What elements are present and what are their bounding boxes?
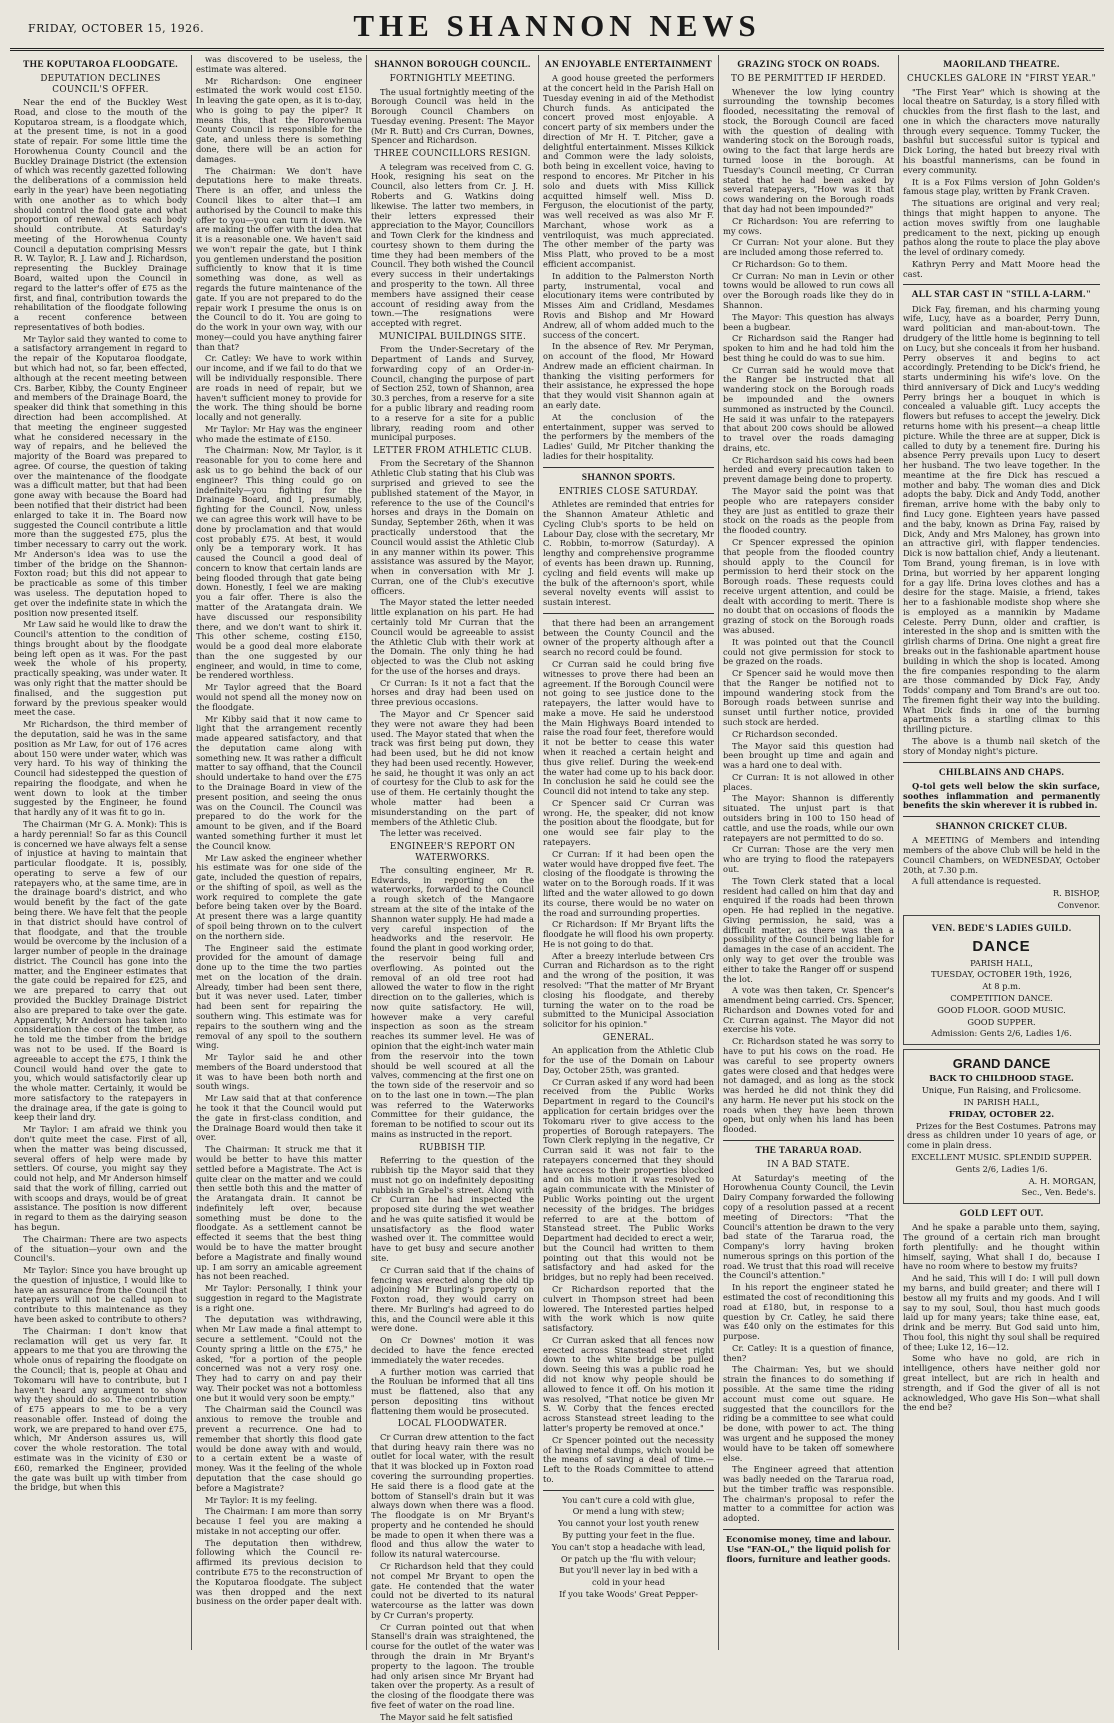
paragraph: Cr Spencer expressed the opinion that people from the flooded country should apply to the Council for permission to herd their stock on the Borough roads. These requests could receive urgent attention, and could be dealt with according to merit. There is no doubt that on occasions of floods the grazing of stock on the Borough roads was abused. [723, 536, 894, 635]
verse-line: By putting your feet in the flue. [562, 1529, 695, 1540]
paragraph: The Town Clerk stated that a local resident had called on him that day and enquired if the roads had been thrown open. He had replied in the negative. Giving permission, he said, was a difficult matter, as there was then a possibility of the Council being liable for damages in the case of an accident. The only way to get over the trouble was either to take the Ranger off or suspend the lot. [723, 875, 894, 984]
verse-line: You can't cure a cold with glue, [562, 1494, 695, 1505]
signature-title: Sec., Ven. Bede's. [1021, 1187, 1096, 1198]
paragraph: At Saturday's meeting of the Horowhenua County Council, the Levin Dairy Company forwarded the following copy of a resolution passed at a recent meeting of Directors: "That the Council's attention be drawn to the very bad state of the Tararua road, the Company's lorry having broken numerous springs on this portion of the road. We trust that this road will receive the Council's attention." [723, 1172, 894, 1281]
paragraph: Mr Richardson: One engineer estimated the work would cost £150. In leaving the gate open, as it is to-day, who is going to pay the piper? It means this, that the Horowhenua County Council is responsible for the gate, and unless there is something done, there will be an action for damages. [196, 75, 362, 164]
section-heading: THREE COUNCILLORS RESIGN. [374, 149, 531, 160]
signature: A. H. MORGAN, [1028, 1175, 1096, 1186]
verse-line: If you take Woods' Great Pepper- [559, 1588, 698, 1599]
grand-dance-title: GRAND DANCE [952, 1056, 1051, 1072]
column-6 [899, 55, 1104, 1650]
column-2 [192, 55, 367, 1650]
event-time: At 8 p.m. [982, 981, 1021, 992]
paragraph: The Engineer agreed that attention was badly needed on the Tararua road, but the timber traffic was responsible. The chairman's proposal to refer the matter to a committee for action was adopted. [723, 1464, 894, 1524]
paragraph: Cr Curran asked if any word had been received from the Public Works Department in regard to the Council's application for certain bridges over the Tokomaru river to give access to the properties of Borough ratepayers. The Town Clerk replying in the negative, Cr Curran said it was not fair to the ratepayers concerned that they should have access to their properties blocked and on his motion it was resolved to again communicate with the Minister of Public Works pointing out the urgent necessity of the bridges. The bridges referred to are at the bottom of Stanstead street. The Public Works Department had decided to erect a weir, but the Council had written to them pointing out that this would not be satisfactory and had asked for the bridges, but no reply had been received. [543, 1076, 714, 1283]
paragraph: A vote was then taken, Cr. Spencer's amendment being carried. Crs. Spencer, Richardson and Downes voted for and Cr. Curran against. The Mayor did not exercise his vote. [723, 985, 894, 1035]
paragraph: Cr Curran said he could bring five witnesses to prove there had been an agreement. If the Borough Council were not going to see justice done to the ratepayers, the latter would have to make a move. He said he understood the Main Highways Board intended to raise the road four feet, therefore would it not be better to cease this water when it reached a certain height and thus give relief. During the week-end the water had come up to his back door. In conclusion he said he could see the Council did not intend to take any step. [543, 658, 714, 797]
paragraph: The consulting engineer, Mr R. Edwards, in reporting on the waterworks, forwarded to the Council a rough sketch of the Mangaore stream at the site of the intake of the Shannon water supply. He had made a very careful inspection of the headworks and the reservoir. He found the plant in good working order, the reservoir being full and overflowing. As pointed out the removal of an old tree root had allowed the water to flow in the right direction on to the galleries, which is now quite satisfactory. He will, however make a very careful inspection as soon as the stream reaches its summer level. He was of opinion that the eight-inch water main from the reservoir into the town should be well scoured at all the valves, commencing at the first one on the town side of the reservoir and so on to the last one in town.—The plan was referred to the Waterworks Committee for their guidance, the foreman to be notified to scour out its mains as instructed in the report. [371, 864, 534, 1140]
headline-entertainment: AN ENJOYABLE ENTERTAINMENT [544, 60, 713, 70]
paragraph: Mr Taylor: Since you have brought up the question of injustice, I would like to have an assurance from the Council that ratepayers will not be called upon to contribute to this maintenance as they have been asked to contribute to others? [14, 1265, 187, 1325]
paragraph: The Mayor and Cr Spencer said they were not aware they had been used. The Mayor stated that when the track was first being put down, they had been used, but he did not know they had been used recently. However, he said, he thought it was only an act of courtesy for the Club to ask for the use of them. He certainly thought the whole matter had been a misunderstanding on the part of members of the Athletic Club. [371, 709, 534, 827]
paragraph: Cr Curran: Not your alone. But they are included among those referred to. [723, 237, 894, 258]
verse-line: You can't stop a headache with lead, [551, 1541, 706, 1552]
paragraph: Cr Richardson said the Ranger had spoken to him and he had told him the best thing he could do was to sue him. [723, 333, 894, 363]
paragraph: Some who have no gold, are rich in intelligence, others have neither gold nor great intellect, but are rich in health and strength, and if God the giver of all is not acknowledged, Who gave His Son—what shall the end be? [903, 1353, 1100, 1413]
paragraph: Cr Curran: It is not allowed in other places. [723, 771, 894, 792]
headline-chilblains: CHILBLAINS AND CHAPS. [938, 767, 1065, 778]
paragraph: Whenever the low lying country surrounding the township becomes flooded, necessitating the removal of stock, the Borough Council are faced with the question of dealing with wandering stock on the Borough roads, owing to the fact that large herds are turned loose in the borough. At Tuesday's Council meeting, Cr Curran stated that he had been asked by several ratepayers, "How was it that cows wandering on the Borough roads that day had not been impounded?" [723, 86, 894, 214]
music-supper: EXCELLENT MUSIC. SPLENDID SUPPER. [911, 1151, 1092, 1162]
issue-date: FRIDAY, OCTOBER 15, 1926. [28, 22, 205, 35]
verse-line: You cannot your lost youth renew [557, 1518, 700, 1529]
verse-line: Or mend a lung with stew; [572, 1506, 685, 1517]
paragraph: Referring to the question of the rubbish tip the Mayor said that they must not go on indefinitely depositing rubbish in Grabel's street. Along with Cr Curran he had inspected the proposed site during the wet weather and he was quite satisfied it would be unsatisfactory as the flood water washed over it. The committee would have to get busy and secure another site. [371, 1155, 534, 1263]
dance-title: DANCE [972, 937, 1031, 955]
paragraph: The usual fortnightly meeting of the Borough Council was held in the Borough Council Chambers on Tuesday evening. Present: The Mayor (Mr R. Butt) and Crs Curran, Downes, Spencer and Richardson. [371, 86, 534, 146]
section-heading: RUBBISH TIP. [419, 1142, 486, 1153]
paragraph: Cr Richardson: You are referring to my cows. [723, 215, 894, 236]
divider [903, 284, 1100, 285]
section-heading: ENGINEER'S REPORT ON WATERWORKS. [389, 842, 516, 863]
paragraph: Cr Richardson: If Mr Bryant lifts the floodgate he will flood his own property. He is not going to do that. [543, 919, 714, 949]
paragraph: The situations are original and very real; things that might happen to anyone. The action moves swiftly from one laughable predicament to the next, picking up enough pathos along the route to place the play above the level of ordinary comedy. [903, 198, 1100, 258]
paragraph: The Mayor: This question has always been a bugbear. [723, 311, 894, 332]
tagline: Unique, Fun Raising, and Frolicsome. [921, 1085, 1082, 1096]
paragraph: In addition to the Palmerston North party, instrumental, vocal and elocutionary items were contributed by Misses Aim and Cridland, Mesdames Rovis and Bishop and Mr Howard Andrew, all of whom added much to the success of the concert. [543, 270, 714, 340]
paragraph: Cr. Catley: We have to work within our income, and if we fail to do that we will be individually responsible. There are roads in need of repair, but we haven't sufficient money to provide for the work. The thing should be borne locally and not generally. [196, 353, 362, 423]
divider [723, 1529, 894, 1530]
paragraph: From the Secretary of the Shannon Athletic Club stating that his Club was surprised and grieved to see the published statement of the Mayor, in reference to the use of the Council's horses and drays in the Domain on Sunday, September 26th, when it was practically understood that the Council would assist the Athletic Club in any manner within its power. This assistance was assured by the Mayor, when in conversation with Mr J. Curran, one of the Club's executive officers. [371, 458, 534, 596]
headline-borough-council: SHANNON BOROUGH COUNCIL. [374, 60, 531, 70]
newspaper-title: THE SHANNON NEWS [353, 8, 761, 43]
paragraph: The Mayor said he felt satisfied [380, 1711, 513, 1722]
paragraph: Cr Richardson seconded. [732, 728, 838, 739]
signature: R. BISHOP, [1052, 888, 1100, 899]
paragraph: A MEETING of Members and intending members of the above Club will be held in the Council Chambers, on WEDNESDAY, October 20th, at 7.30 p.m. [903, 835, 1100, 875]
paragraph: Mr Taylor said he and other members of the Board understood that it was to have been both north and south wings. [196, 1052, 362, 1092]
paragraph: The Chairman: Now, Mr Taylor, is it reasonable for you to come here and ask us to go behind the back of our engineer? This thing could go on indefinitely—you fighting for the Drainage Board, and I, presumably, fighting for the Council. Now, unless we can agree this work will have to be done by proclamation and that would cost probably £75. At best, it would only be a temporary work. It has caused the Council a good deal of concern to know that certain lands are being flooded through that gate being down. Honestly, I feel we are making you a fair offer. There is also the matter of the Aratangata drain. We have discussed our responsibility there, and we don't want to shirk it. This other scheme, costing £150, would be a good deal more elaborate than the one suggested by our engineer, and would, in time to come, be rendered worthless. [196, 445, 362, 681]
subhead-chuckles: CHUCKLES GALORE IN "FIRST YEAR." [906, 74, 1097, 85]
paragraph: Mr Taylor: Mr Hay was the engineer who made the estimate of £150. [196, 423, 362, 444]
paragraph: Mr Law said he would like to draw the Council's attention to the condition of things brought about by the floodgate being left open as it was. For the past week the whole of his property, practically speaking, was under water. It was only right that the matter should be finalised, and the suggestion put forward by the previous speaker would meet the case. [14, 619, 187, 718]
section-heading: GENERAL. [602, 1032, 655, 1043]
paragraph: A telegram was received from C. G. Hook, resigning his seat on the Council, also letters from Cr. J. H. Roberts and G. Watkins doing likewise. The latter two members, in their letters expressed their appreciation to the Mayor, Councillors and Town Clerk for the kindness and courtesy shown to them during the time they had been members of the Council. They both wished the Council every success in their undertakings and prosperity to the town. All three members have assigned their cease account of residing away from the town.—The resignations were accepted with regret. [371, 161, 534, 329]
subhead-fortnightly: FORTNIGHTLY MEETING. [389, 74, 516, 85]
dance-advert [903, 915, 1100, 1045]
paragraph: Cr Curran asked that all fences now erected across Stanstead street right down to the white bridge be pulled down. Seeing this was a public road he did not know why people should be allowed to fence it off. On his motion it was resolved, "That notice be given Mr S. W. Corby that the fences erected across Stanstead street leading to the latter's property be removed at once." [543, 1334, 714, 1433]
column-5 [719, 55, 899, 1650]
paragraph: Cr Spencer said Cr Curran was wrong. He, the speaker, did not know the position about the floodgate, but for one would see fair play to the ratepayers. [543, 797, 714, 848]
paragraph: Cr Curran drew attention to the fact that during heavy rain there was no outlet for local water, with the result that it was blocked up in Foxton road covering the surrounding properties. He said there is a flood gate at the bottom of Stansell's drain but it was always down when there was a flood. The floodgate is on Mr Bryant's property and he contended he should be made to open it when there was a flood and thus allow the water to follow its natural watercourse. [371, 1431, 534, 1560]
paragraph: Cr Richardson held that they could not compel Mr Bryant to open the gate. He contended that the water could not be diverted to its natural watercourse as the latter was down by Cr Curran's property. [371, 1561, 534, 1620]
paragraph: Near the end of the Buckley West Road, and close to the mouth of the Koputaroa stream, is a floodgate which, at the present time, is not in a good state of repair. For some little time the Horowhenua County Council and the Buckley Drainage District (the extension of which was recently gazetted following the deliberations of a commission held early in the year) have been negotiating with one another as to which body should control the flood gate and what proportion of renewal costs each body should contribute. At Saturday's meeting of the Horowhenua County Council a deputation comprising Messrs R. W. Taylor, R. J. Law and J. Richardson, representing the Buckley Drainage Board, waited upon the Council in regard to the latter's offer of £75 as the first, and final, contribution towards the rehabilitation of the floodgate following a recent conference between representatives of both bodies. [14, 96, 187, 332]
paragraph: "The First Year" which is showing at the local theatre on Saturday, is a story filled with chuckles from the first flash to the last, and one in which the characters move naturally through every sequence. Tommy Tucker, the bashful but successful suitor is typical and Dick Loring, the hated but breezy rival with his boastful mannerisms, can be found in every community. [903, 86, 1100, 175]
prizes: Prizes for the Best Costumes. Patrons may dress as children under 10 years of age, or come in plain dress. [907, 1120, 1096, 1151]
paragraph: The letter was received. [380, 828, 482, 839]
section-heading: LETTER FROM ATHLETIC CLUB. [373, 446, 532, 457]
column-3 [367, 55, 539, 1722]
event-date: FRIDAY, OCTOBER 22. [948, 1108, 1055, 1119]
paragraph: Athletes are reminded that entries for the Shannon Amateur Athletic and Cycling Club's sports to be held on Labour Day, close with the secretary, Mr C. Robbin, to-morrow (Saturday). A lengthy and comprehensive programme of events has been drawn up. Running, cycling and field events will make up the bulk of the afternoon's sport, while several novelty events will assist to sustain interest. [543, 499, 714, 608]
paragraph: Mr Taylor: I am afraid we think you don't quite meet the case. First of all, when the matter was being discussed, several offers of help were made by settlers. Of course, you might say they could not help, and Mr Anderson himself said that the work of filling, carried out with scoops and drays, would be of great assistance. The position is now different in regard to them as the dairying season has begun. [14, 1124, 187, 1233]
headline-grazing: GRAZING STOCK ON ROADS. [737, 60, 880, 70]
headline-still-alarm: ALL STAR CAST IN "STILL A-LARM." [911, 290, 1092, 301]
column-4 [539, 55, 719, 1650]
event-date: TUESDAY, OCTOBER 19th, 1926, [930, 969, 1073, 980]
signature-title: Convenor. [1057, 900, 1100, 910]
paragraph: was discovered to be useless, the estimate was altered. [196, 54, 362, 74]
paragraph: Q-tol gets well below the skin surface, soothes inflammation and permanently benefits the skin wherever it is rubbed in. [903, 780, 1100, 811]
divider [543, 467, 714, 468]
paragraph: Cr Richardson said his cows had been herded and every precaution taken to prevent damage being done to property. [723, 454, 894, 485]
masthead [10, 8, 1104, 51]
divider [543, 613, 714, 614]
floor-music: GOOD FLOOR. GOOD MUSIC. [937, 1004, 1066, 1015]
paragraph: Mr Law said that at that conference he took it that the Council would put the gate in first-class condition, and the Drainage Board would then take it over. [196, 1093, 362, 1143]
paragraph: The Chairman: Yes, but we should strain the finances to do something if possible. At the same time the riding account must come out square. He suggested that the councillors for the riding be a committee to see what could be done, with power to act. The thing was urgent and he supposed the money would have to be taken off somewhere else. [723, 1364, 894, 1463]
paragraph: Mr Taylor: It is my feeling. [205, 1494, 318, 1505]
guild-heading: VEN. BEDE'S LADIES GUILD. [931, 923, 1072, 934]
paragraph: An application from the Athletic Club for the use of the Domain on Labour Day, October 25th, was granted. [543, 1045, 714, 1075]
paragraph: The Chairman: I don't know that reclamation will get us very far. It appears to me that you are throwing the whole onus of repairing the floodgate on the Council; that is, people at Ohau and Tokomaru will have to contribute, but I haven't heard any argument to show why they should do so. The contribution of £75 appears to me to be a very reasonable offer. Instead of doing the work, we are prepared to hand over £75, which, Mr Anderson assures us, will cover the whole restoration. The total estimate was in the vicinity of £30 or £60, remarked the Engineer, provided the gate was built up with timber from the bridge, but when this [14, 1325, 187, 1493]
column-1 [10, 55, 192, 1650]
paragraph: From the Under-Secretary of the Department of Lands and Survey, forwarding copy of an Order-in-Council, changing the purpose of part of Section 252, town of Shannon, area 30.3 perches, from a reserve for a site for a public library and reading room to a reserve for a site for a public library, reading room and other municipal purposes. [371, 344, 534, 443]
paragraph: And he spake a parable unto them, saying, The ground of a certain rich man brought forth plentifully: and he thought within himself, saying, What shall I do, because I have no room where to bestow my fruits? [903, 1222, 1100, 1272]
divider [543, 1490, 714, 1491]
admission: Admission: Gents 2/6, Ladies 1/6. [931, 1028, 1072, 1039]
verse-line: But you'll never lay in bed with a [559, 1565, 698, 1576]
headline-sports: SHANNON SPORTS. [581, 472, 676, 483]
subhead-herded: TO BE PERMITTED IF HERDED. [730, 74, 887, 85]
theme: BACK TO CHILDHOOD STAGE. [929, 1073, 1074, 1084]
paragraph: Cr Curran said he would move that the Ranger be instructed that all wandering stock on the Borough roads be impounded and the owners summoned as instructed by the Council. He said it was unfair to the ratepayers that about 200 cows should be allowed to travel over the roads damaging drains, etc. [723, 364, 894, 453]
paragraph: Mr Law asked the engineer whether his estimate was for one side of the gate, included the question of repairs, or the shifting of spoil, as well as the work required to complete the gate before being taken over by the Board. At present there was a large quantity of spoil being thrown on to the culvert on the northern side. [196, 852, 362, 941]
paragraph: The Chairman: I am more than sorry because I feel you are making a mistake in not accepting our offer. [196, 1506, 362, 1536]
subhead-bad-state: IN A BAD STATE. [767, 1160, 850, 1171]
paragraph: Dick Fay, fireman, and his charming young wife, Lucy, have as a boarder, Perry Dunn, ward politician and man-about-town. The drudgery of the little home is beginning to tell on Lucy, but she conceals it from her husband. Perry observes it and begins to act accordingly. Pretending to be Dick's friend, he starts undermining his wife's love. On the third anniversary of Dick and Lucy's wedding Perry brings her a bouquet in which is concealed a valuable gift. Lucy accepts the flowers but refuses to accept the jewelry. Dick returns home with his present—a cheap little picture. While the three are at supper, Dick is called to duty by a tenement fire. During his absence Perry prevails upon Lucy to desert her husband. The two leave together. In the meantime at the fire Dick has rescued a mother and baby. The woman dies and Dick adopts the baby. Dick and Andy Todd, another fireman, arrive home with the baby only to find Lucy gone. Eighteen years have passed and the baby, known as Drina Fay, raised by Dick, Andy and Mrs Maloney, has grown into an attractive girl, with flapper tendencies. Dick is now battalion chief, Andy a lieutenant. Tom Brand, young fireman, is in love with Drina, but worried by her apparent longing for a gay life. Drina loves clothes and has a desire for the stage. Maisie, a friend, takes her to a fashionable modiste shop where she is employed as a mannikin by Madame Celeste. Perry Dunn, older and craftier, is interested in the shop and is smitten with the girlish charms of Drina. One night a great fire breaks out in the fashionable apartment house building in which the shop is located. Among the fire companies responding to the alarm are those commanded by Dick Fay, Andy Todds' company and Tom Brand's are out too. The firemen fight their way into the building. What Dick finds in one of the burning apartments is a startling climax to this thrilling picture. [903, 303, 1100, 735]
paragraph: Cr Richardson reported that the culvert in Thompson street had been lowered. The Interested parties helped with the work which is now quite satisfactory. [543, 1284, 714, 1334]
paragraph: And he said, This will I do: I will pull down my barns, and build greater; and there will I bestow all my fruits and my goods. And I will say to my soul, Soul, thou hast much goods laid up for many years; take thine ease, eat, drink and be merry. But God said unto him, Thou fool, this night thy soul shall be required of thee; Luke 12, 16—12. [903, 1273, 1100, 1352]
verse-line: Or patch up the 'flu with velour; [560, 1553, 697, 1564]
paragraph: Mr Taylor: Personally, I think your suggestion in regard to the Magistrate is a right one. [196, 1283, 362, 1313]
paragraph: Cr Curran said that if the chains of fencing was erected along the old tip adjoining Mr Burling's property on Foxton road, they would carry on there. Mr Burling's had agreed to do this, and the Council were able it this were done. [371, 1264, 534, 1334]
paragraph: The Mayor stated the letter needed little explanation on his part. He had certainly told Mr Curran that the Council would be agreeable to assist the Athletic Club with their work at the Domain. The only thing he had objected to was the Club not asking for the use of the horses and drays. [371, 597, 534, 676]
paragraph: The Chairman said the Council was anxious to remove the trouble and prevent a recurrence. One had to remember that shortly this flood gate would be done away with and would, to a certain extent be a waste of money. Was it the feeling of the whole deputation that the case should go before a Magistrate? [196, 1404, 362, 1493]
paragraph: On Cr Downes' motion it was decided to have the fence erected immediately the water recedes. [371, 1335, 534, 1365]
section-heading: MUNICIPAL BUILDINGS SITE. [378, 331, 527, 342]
paragraph: Mr Taylor said they wanted to come to a satisfactory arrangement in regard to the repair of the Koputaroa floodgate, but which had not, so far, been effected, although at the recent meeting between Crs. Barber, Kibby, the County Engineer and members of the Drainage Board, the speaker did think that something in this direction had been accomplished. At that meeting the engineer suggested what he considered necessary in the way of repairs, and he believed the majority of the Board was prepared to agree. Of course, the question of taking over the maintenance of the floodgate was a difficult matter, but that had been gone away with because the Board had been notified that their district had been enlarged to take it in. The Board now suggested the Council contribute a little more than the suggested £75, plus the timber necessary to carry out the work. Mr Anderson's idea was to use the timber of the bridge on the Shannon-Foxton road; but this did not appear to be practicable as some of this timber was useless. The deputation hoped to get over the indefinite state in which the position now presented itself. [14, 333, 187, 618]
venue: IN PARISH HALL, [963, 1097, 1040, 1108]
paragraph: Cr Curran: Those are the very men who are trying to flood the ratepayers out. [723, 844, 894, 874]
paragraph: A further motion was carried that the Rouluan be informed that all tins must be flattened, also that any person depositing tins without flattening them would be prosecuted. [371, 1366, 534, 1416]
paragraph: Cr Spencer pointed out the necessity of having metal dumps, which would be the means of saving a deal of time.—Left to the Roads Committee to attend to. [543, 1434, 714, 1484]
subhead-deputation: DEPUTATION DECLINES COUNCIL'S OFFER. [40, 74, 161, 95]
paragraph: The above is a thumb nail sketch of the story of Monday night's picture. [903, 736, 1100, 756]
paragraph: The Mayor said the point was that people who are ratepayers consider they are just as entitled to graze their stock on the roads as the people from the flooded country. [723, 486, 894, 536]
paragraph: Cr Spencer said he would move then that the Ranger be notified not to impound wandering stock from the Borough roads between sunrise and sunset until further notice, provided such stock are herded. [723, 668, 894, 728]
headline-koputaroa: THE KOPUTAROA FLOODGATE. [23, 60, 178, 70]
paragraph: In the absence of Rev. Mr Peryman, on account of the flood, Mr Howard Andrew made an efficient chairman. In thanking the visiting performers for their assistance, he expressed the hope that they would visit Shannon again at an early date. [543, 341, 714, 410]
verse-line: cold in your head [591, 1577, 666, 1588]
paragraph: Cr. Richardson stated he was sorry to have to put his cows on the road. He was careful to see property owners gates were closed and that hedges were not damaged, and as long as the stock was herded he did not think they did any harm. He never put his stock on the roads when they have been thrown open, but only when his land has been flooded. [723, 1036, 894, 1135]
paragraph: The deputation then withdrew, following which the Council re-affirmed its previous decision to contribute £75 to the reconstruction of the Koputaroa floodgate. The subject was then dropped and the next business on the order paper dealt with. [196, 1537, 362, 1607]
paragraph: Cr Curran: No man in Levin or other towns would be allowed to run cows all over the Borough roads like they do in Shannon. [723, 270, 894, 310]
headline-cricket: SHANNON CRICKET CLUB. [935, 822, 1068, 833]
paragraph: The Chairman (Mr G. A. Monk): This is a hardy perennial! So far as this Council is concerned we have always felt a sense of injustice at having to maintain that particular floodgate. It is, possibly, operating to serve a few of our ratepayers who, at the same time, are in the drainage board's district, and who would benefit by the fact of the gate being there. We have felt that the people in that district should have control of that floodgate, and that the trouble would be overcome by the inclusion of a larger number of people in the drainage district. The Council has gone into the matter, and the Engineer estimates that the gate could be repaired for £25, and we are prepared to carry that out provided the Buckley Drainage District also are prepared to take over the gate. Apparently, Mr Anderson has taken into consideration the cost of the timber, as he told me the timber from the bridge was not to be used. If the Board is agreeable to accept the £75, I think the Council would hand over the gate to you, which would satisfactorily clear up the whole matter. Certainly, it would be more satisfactory to the ratepayers in the drainage area, if the gate is going to keep their land dry. [14, 818, 187, 1123]
headline-gold: GOLD LEFT OUT. [959, 1209, 1044, 1220]
paragraph: The Chairman: There are two aspects of the situation—your own and the Council's. [14, 1233, 187, 1264]
grand-dance-advert [903, 1049, 1100, 1204]
subhead-entries: ENTRIES CLOSE SATURDAY. [558, 486, 699, 497]
paragraph: At the conclusion of the entertainment, supper was served to the performers by the members of the Ladies' Guild, Mr Pitcher thanking the ladies for their hospitality. [543, 411, 714, 461]
paragraph: A full attendance is requested. [912, 876, 1042, 887]
paragraph: It is a Fox Films version of John Golden's famous stage play, written by Frank Craven. [903, 176, 1100, 197]
paragraph: Cr. Catley: It is a question of finance, then? [723, 1342, 894, 1363]
dance-type: COMPETITION DANCE. [950, 993, 1053, 1004]
venue: PARISH HALL, [970, 957, 1033, 968]
paragraph: Mr Kibby said that it now came to light that the arrangement recently made appeared satisfactory, and that the deputation came along with something new. It was rather a difficult matter to say offhand, that the Council should undertake to hand over the £75 to the Drainage Board in view of the present position, and seeing the onus was on the Council. The Council was prepared to do the work for the amount to be given, and if the Board wanted something further it must let the Council know. [196, 713, 362, 851]
paragraph: Mr Taylor agreed that the Board would not spend all the money now on the floodgate. [196, 682, 362, 712]
admission: Gents 2/6, Ladies 1/6. [955, 1163, 1048, 1174]
paragraph: The Mayor: Shannon is differently situated. The unjust part is that outsiders bring in 100 to 150 head of cattle, and use the roads, while our own ratepayers are not permitted to do so. [723, 793, 894, 843]
supper: GOOD SUPPER. [967, 1016, 1036, 1027]
paragraph: After a breezy interlude between Crs Curran and Richardson as to the right and the wrong of the position, it was resolved: "That the matter of Mr Bryant closing his floodgate, and thereby turning the water on to the road be submitted to the Municipal Association solicitor for his opinion." [543, 950, 714, 1030]
paragraph: Cr Curran pointed out that when Stansell's drain was straightened, the course for the outlet of the water was through the drain in Mr Bryant's property to the lagoon. The trouble had only arisen since Mr Bryant had taken over the property. As a result of the closing of the floodgate there was five feet of water on the road line. [371, 1621, 534, 1710]
paragraph: that there had been an arrangement between the County Council and the owner of the property although after a search no record could be found. [543, 617, 714, 658]
fanol-advert: Economise money, time and labour. Use "FAN-OL," the liquid polish for floors, furniture and leather goods. [725, 1533, 892, 1564]
divider [903, 816, 1100, 817]
paragraph: Cr Curran: Is it not a fact that the horses and dray had been used on three previous occasions. [371, 677, 534, 708]
headline-theatre: MAORILAND THEATRE. [943, 60, 1060, 70]
paragraph: Mr Richardson, the third member of the deputation, said he was in the same position as Mr Law, for out of 176 acres about 150 were under water, which was very hard. To his way of thinking the Council had sidestepped the question of repairing the floodgate, and when he went down to look at the timber suggested by the Engineer, he found that hardly any of it was fit to go in. [14, 719, 187, 818]
paragraph: Kathryn Perry and Matt Moore head the cast. [903, 258, 1100, 279]
divider [903, 762, 1100, 763]
headline-tararua: THE TARARUA ROAD. [755, 1146, 862, 1157]
paragraph: Cr Curran: If it had been open the water would have dropped five feet. The closing of the floodgate is throwing the water on to the Borough roads. If it was lifted and the water allowed to go down its course, there would be no water on the road and surrounding properties. [543, 848, 714, 918]
paragraph: The Mayor said this question had been brought up time and again and was a hard one to deal with. [723, 740, 894, 771]
divider [723, 1140, 894, 1141]
paragraph: The deputation was withdrawing, when Mr Law made a final attempt to secure a settlement. "Could not the County spring a little on the £75," he asked, "for a portion of the people concerned was not a very rosy one. They had to carry on and pay their way. Their pocket was not a bottomless one but it would very soon be empty." [196, 1314, 362, 1403]
paragraph: The Chairman: It struck me that it would be better to have this matter settled before a Magistrate. The Act is quite clear on the matter and we could then settle both this and the matter of the Aratangata drain. It cannot be indefinitely left over, because something must be done to the floodgate. As a settlement cannot be effected it seems that the best thing would be to have the matter brought before a Magistrate and finally wound up. I am sorry an amicable agreement has not been reached. [196, 1144, 362, 1282]
paragraph: The Engineer said the estimate provided for the amount of damage done up to the time the two parties met on the location of the drain. Already, timber had been sent there, but it was never used. Later, timber had been sent for repairing the southern wing. This estimate was for repairs to the southern wing and the removal of any spoil to the southern wing. [196, 942, 362, 1051]
paragraph: Cr Richardson: Go to them. [732, 258, 848, 269]
paragraph: In his report the engineer stated he estimated the cost of reconditioning this road at £180, but, in response to a question by Cr. Catley, he said there was £40 only on the estimates for this purpose. [723, 1282, 894, 1342]
paragraph: It was pointed out that the Council could not give permission for stock to be grazed on the roads. [723, 636, 894, 667]
section-heading: LOCAL FLOODWATER. [397, 1419, 508, 1430]
paragraph: A good house greeted the performers at the concert held in the Parish Hall on Tuesday evening in aid of the Methodist Church funds. As anticipated the concert proved most enjoyable. A concert party of six members under the direction of Mr H. T. Pitcher, gave a delightful entertainment. Misses Kilkick and Common were the lady soloists, both being in excellent voice, having to respond to encores. Mr Pitcher in his solo and duets with Miss Killick acquitted himself well. Miss D. Ferguson, the elocutionist of the party, was well received as was also Mr F. Marchant, whose work as a ventriloquist, was much appreciated. The other member of the party was Miss Platt, who proved to be a most efficient accompanist. [543, 73, 714, 270]
paragraph: The Chairman: We don't have deputations here to make threats. There is an offer, and unless the Council likes to alter that—I am authorised by the Council to make this offer to you—you can turn it down. We are making the offer with the idea that it is a reasonable one. We haven't said we won't repair the gate, but I think you gentlemen understand the position sufficiently to know that it is time something was done, as well as regards the future maintenance of the gate. If you are not prepared to do the repair work I presume the onus is on the Council to do it. You are going to do the work in your own way, with our money—could you have anything fairer than that? [196, 165, 362, 352]
